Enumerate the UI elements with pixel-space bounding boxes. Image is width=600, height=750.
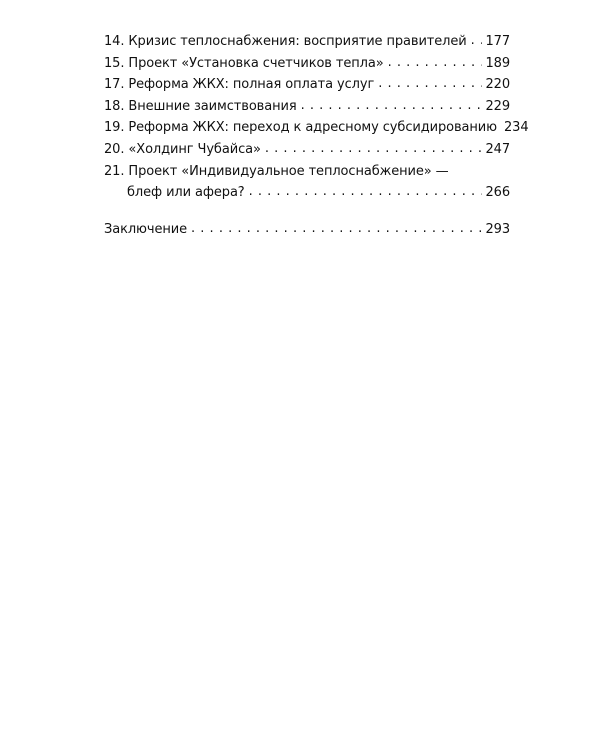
table-of-contents (104, 31, 529, 240)
toc-entry-page: 266 (485, 185, 510, 201)
dot-leader (471, 30, 483, 52)
toc-entry-page: 189 (485, 55, 510, 71)
toc-entry-title: 19. Реформа ЖКХ: переход к адресному субсидированию (104, 120, 497, 136)
toc-entry-title: Заключение (104, 221, 188, 237)
toc-entry-page: 247 (485, 141, 510, 157)
toc-entry-conclusion (104, 219, 510, 241)
dot-leader (378, 73, 482, 95)
toc-entry-title: 20. «Холдинг Чубайса» (104, 141, 261, 157)
toc-entry-title: 17. Реформа ЖКХ: полная оплата услуг (104, 77, 375, 93)
toc-entry-19 (104, 117, 529, 139)
toc-entry-14 (104, 31, 510, 53)
dot-leader (249, 181, 483, 203)
toc-entry-page: 234 (503, 120, 529, 136)
toc-entry-21 (104, 161, 510, 183)
toc-entry-title: 21. Проект «Индивидуальное теплоснабжение» — (104, 163, 449, 179)
toc-entry-17 (104, 74, 510, 96)
toc-entry-15 (104, 53, 510, 75)
toc-entry-page: 220 (485, 77, 510, 93)
toc-entry-title: 14. Кризис теплоснабжения: восприятие правителей (104, 34, 467, 49)
toc-entry-title: 18. Внешние заимствования (104, 98, 297, 114)
dot-leader (301, 95, 483, 117)
toc-entry-title: блеф или афера? (127, 185, 245, 201)
dot-leader (265, 138, 483, 160)
dot-leader (388, 52, 483, 74)
toc-entry-page: 177 (485, 34, 510, 49)
toc-entry-20 (104, 139, 510, 161)
section-spacer (104, 204, 510, 219)
toc-entry-page: 229 (485, 98, 510, 114)
dot-leader (191, 218, 482, 240)
toc-entry-title: 15. Проект «Установка счетчиков тепла» (104, 55, 384, 71)
toc-entry-18 (104, 96, 510, 118)
toc-entry-page: 293 (485, 221, 510, 237)
toc-entry-21-continued (104, 182, 510, 204)
